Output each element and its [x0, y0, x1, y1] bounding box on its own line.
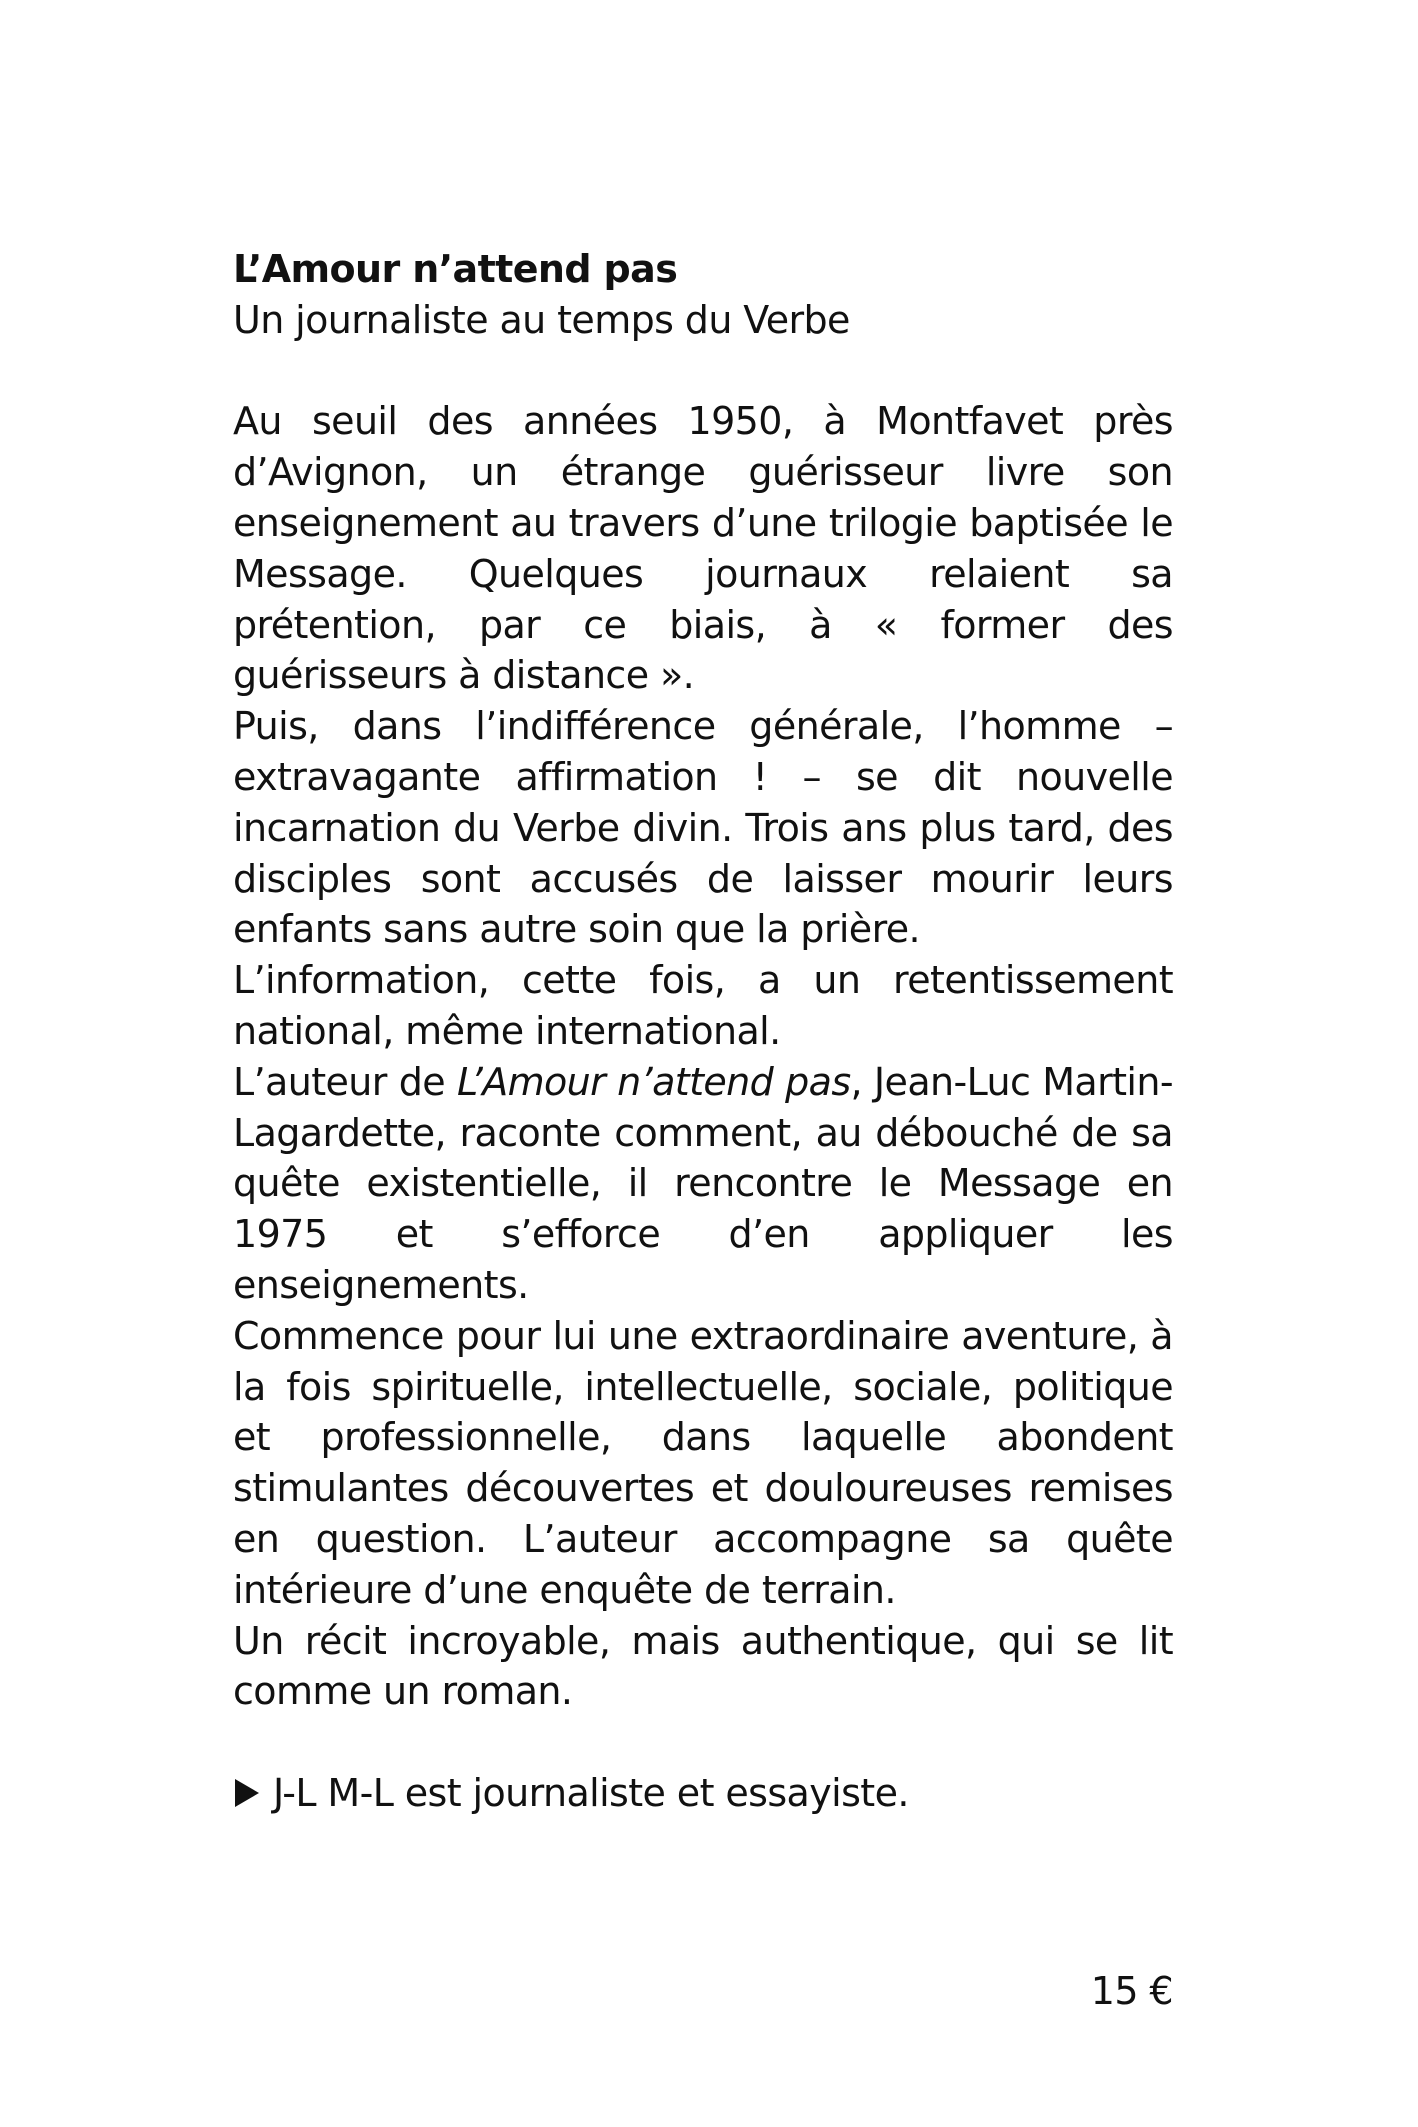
- book-subtitle: Un journaliste au temps du Verbe: [233, 297, 850, 342]
- book-title-italic: L’Amour n’attend pas: [457, 1059, 851, 1104]
- p4-rest: , Jean-Luc Martin-Lagardette, raconte comment, au débouché de sa quête existentielle, il rencontre le Message en 1975 et s’efforce d’en appliquer les enseignements.: [233, 1059, 1173, 1307]
- author-note: [233, 1768, 1173, 1819]
- blurb-paragraph-6: Un récit incroyable, mais authentique, qui se lit comme un roman.: [233, 1618, 1173, 1714]
- play-triangle-icon: [235, 1779, 259, 1807]
- p4-lead: L’auteur de: [233, 1059, 457, 1104]
- spacer: [233, 346, 1173, 397]
- blurb-paragraph-2: Puis, dans l’indifférence générale, l’homme – extravagante affirmation ! – se dit nouvelle incarnation du Verbe divin. Trois ans plus tard, des disciples sont accusés de laisser mourir leurs enfants sans autre soin que la prière.: [233, 704, 1173, 952]
- book-title: L’Amour n’attend pas: [233, 247, 678, 291]
- back-cover-text: [233, 244, 1173, 1819]
- blurb-paragraph-4: [233, 1057, 1173, 1311]
- spacer: [233, 1717, 1173, 1768]
- blurb-paragraph-5: Commence pour lui une extraordinaire aventure, à la fois spirituelle, intellectuelle, sociale, politique et professionnelle, dans laquelle abondent stimulantes découvertes et douloureuses remises en question. L’auteur accompagne sa quête intérieure d’une enquête de terrain.: [233, 1313, 1173, 1612]
- author-note-text: J-L M-L est journaliste et essayiste.: [273, 1770, 909, 1815]
- price-label: 15 €: [1090, 1969, 1173, 2013]
- blurb-paragraph-1: Au seuil des années 1950, à Montfavet près d’Avignon, un étrange guérisseur livre son enseignement au travers d’une trilogie baptisée le Message. Quelques journaux relaient sa prétention, par ce biais, à « former des guérisseurs à distance ».: [233, 399, 1173, 698]
- blurb-paragraph-3: L’information, cette fois, a un retentissement national, même international.: [233, 958, 1173, 1053]
